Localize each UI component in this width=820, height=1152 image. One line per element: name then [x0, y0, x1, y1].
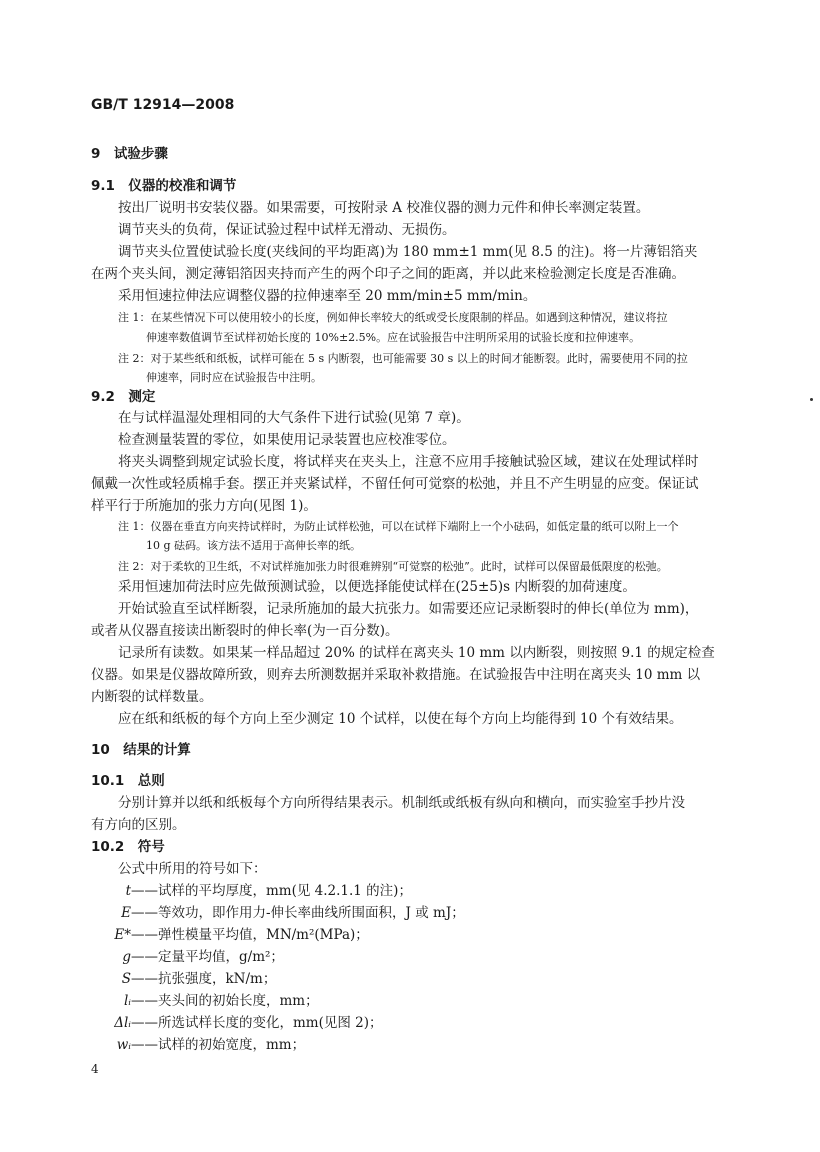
section-10-1-title: 10.1 总则 [91, 773, 165, 789]
paragraph: 或者从仪器直接读出断裂时的伸长率(为一百分数)。 [91, 623, 399, 639]
symbol: E* [114, 927, 131, 943]
symbol: S [121, 971, 131, 987]
symbol: lᵢ [123, 993, 131, 1009]
document-id: GB/T 12914—2008 [91, 97, 235, 113]
section-9-title: 9 试验步骤 [91, 146, 168, 162]
paragraph: 调节夹头位置使试验长度(夹线间的平均距离)为 180 mm±1 mm(见 8.5 的注)。将一片薄铝箔夹 [118, 244, 698, 260]
note: 伸速率，同时应在试验报告中注明。 [146, 371, 322, 384]
symbol-row [95, 992, 319, 1010]
symbol: g [122, 949, 131, 965]
paragraph: 内断裂的试样数量。 [91, 689, 213, 705]
paragraph: 有方向的区别。 [91, 817, 186, 833]
symbol-definition: ——试样的初始宽度，mm； [131, 1037, 306, 1053]
paragraph: 采用恒速拉伸法应调整仪器的拉伸速率至 20 mm/min±5 mm/min。 [118, 288, 537, 304]
note: 注 1：仪器在垂直方向夹持试样时，为防止试样松弛，可以在试样下端附上一个小砝码，如低定量的纸可以附上一个 [118, 520, 679, 533]
symbol-definition: ——试样的平均厚度，mm(见 4.2.1.1 的注)； [131, 883, 412, 899]
paragraph: 开始试验直至试样断裂，记录所施加的最大抗张力。如需要还应记录断裂时的伸长(单位为 mm)， [118, 601, 699, 617]
symbol-row [95, 926, 369, 944]
symbol-definition: ——所选试样长度的变化，mm(见图 2)； [131, 1015, 383, 1031]
page-number: 4 [91, 1062, 99, 1076]
symbol: Δlᵢ [114, 1015, 131, 1031]
paragraph: 检查测量装置的零位，如果使用记录装置也应校准零位。 [118, 432, 456, 448]
note: 注 1：在某些情况下可以使用较小的长度，例如伸长率较大的纸或受长度限制的样品。如遇到这种情况，建议将拉 [118, 311, 668, 324]
paragraph: 应在纸和纸板的每个方向上至少测定 10 个试样，以使在每个方向上均能得到 10 个有效结果。 [118, 711, 683, 727]
symbol-row [95, 1036, 305, 1054]
symbol-definition: ——抗张强度，kN/m； [131, 971, 277, 987]
paragraph: 在与试样温湿处理相同的大气条件下进行试验(见第 7 章)。 [118, 410, 470, 426]
symbol-definition: ——夹头间的初始长度，mm； [131, 993, 319, 1009]
note: 注 2：对于某些纸和纸板，试样可能在 5 s 内断裂，也可能需要 30 s 以上的时间才能断裂。此时，需要使用不同的拉 [118, 352, 688, 365]
symbol-row [95, 904, 465, 922]
paragraph: 记录所有读数。如果某一样品超过 20% 的试样在离夹头 10 mm 以内断裂，则按照 9.1 的规定检查 [118, 645, 715, 661]
paragraph: 采用恒速加荷法时应先做预测试验，以便选择能使试样在(25±5)s 内断裂的加荷速度。 [118, 579, 636, 595]
symbol-row [95, 970, 276, 988]
symbol-definition: ——等效功，即作用力-伸长率曲线所围面积，J 或 mJ； [131, 905, 465, 921]
paragraph: 调节夹头的负荷，保证试验过程中试样无滑动、无损伤。 [118, 222, 456, 238]
symbol: E [121, 905, 131, 921]
paragraph: 佩戴一次性或轻质棉手套。摆正并夹紧试样，不留任何可觉察的松弛，并且不产生明显的应变。保证试 [91, 476, 699, 492]
paragraph: 按出厂说明书安装仪器。如果需要，可按附录 A 校准仪器的测力元件和伸长率测定装置。 [118, 200, 650, 216]
note: 伸速率数值调节至试样初始长度的 10%±2.5%。应在试验报告中注明所采用的试验长度和拉伸速率。 [146, 331, 641, 344]
symbol-definition: ——弹性模量平均值，MN/m²(MPa)； [131, 927, 369, 943]
symbol-row [95, 882, 412, 900]
symbol: t [125, 883, 131, 899]
paragraph: 分别计算并以纸和纸板每个方向所得结果表示。机制纸或纸板有纵向和横向，而实验室手抄片没 [118, 795, 685, 811]
paragraph: 将夹头调整到规定试验长度，将试样夹在夹头上，注意不应用手接触试验区域，建议在处理试样时 [118, 454, 699, 470]
symbol-row [95, 1014, 383, 1032]
symbol-row [95, 948, 284, 966]
paragraph: 公式中所用的符号如下： [118, 861, 267, 877]
section-9-2-title: 9.2 测定 [91, 389, 156, 405]
note: 10 g 砝码。该方法不适用于高伸长率的纸。 [146, 539, 362, 552]
section-9-1-title: 9.1 仪器的校准和调节 [91, 178, 237, 194]
symbol: wᵢ [116, 1037, 131, 1053]
paragraph: 样平行于所施加的张力方向(见图 1)。 [91, 498, 317, 514]
paragraph: 在两个夹头间，测定薄铝箔因夹持而产生的两个印子之间的距离，并以此来检验测定长度是否准确。 [91, 266, 685, 282]
paragraph: 仪器。如果是仪器故障所致，则弃去所测数据并采取补救措施。在试验报告中注明在离夹头 10 mm 以 [91, 667, 701, 683]
note: 注 2：对于柔软的卫生纸，不对试样施加张力时很难辨别“可觉察的松弛”。此时，试样可以保留最低限度的松弛。 [118, 560, 668, 573]
section-10-title: 10 结果的计算 [91, 742, 191, 758]
symbol-definition: ——定量平均值，g/m²； [131, 949, 284, 965]
section-10-2-title: 10.2 符号 [91, 839, 165, 855]
page-mark [810, 398, 813, 401]
